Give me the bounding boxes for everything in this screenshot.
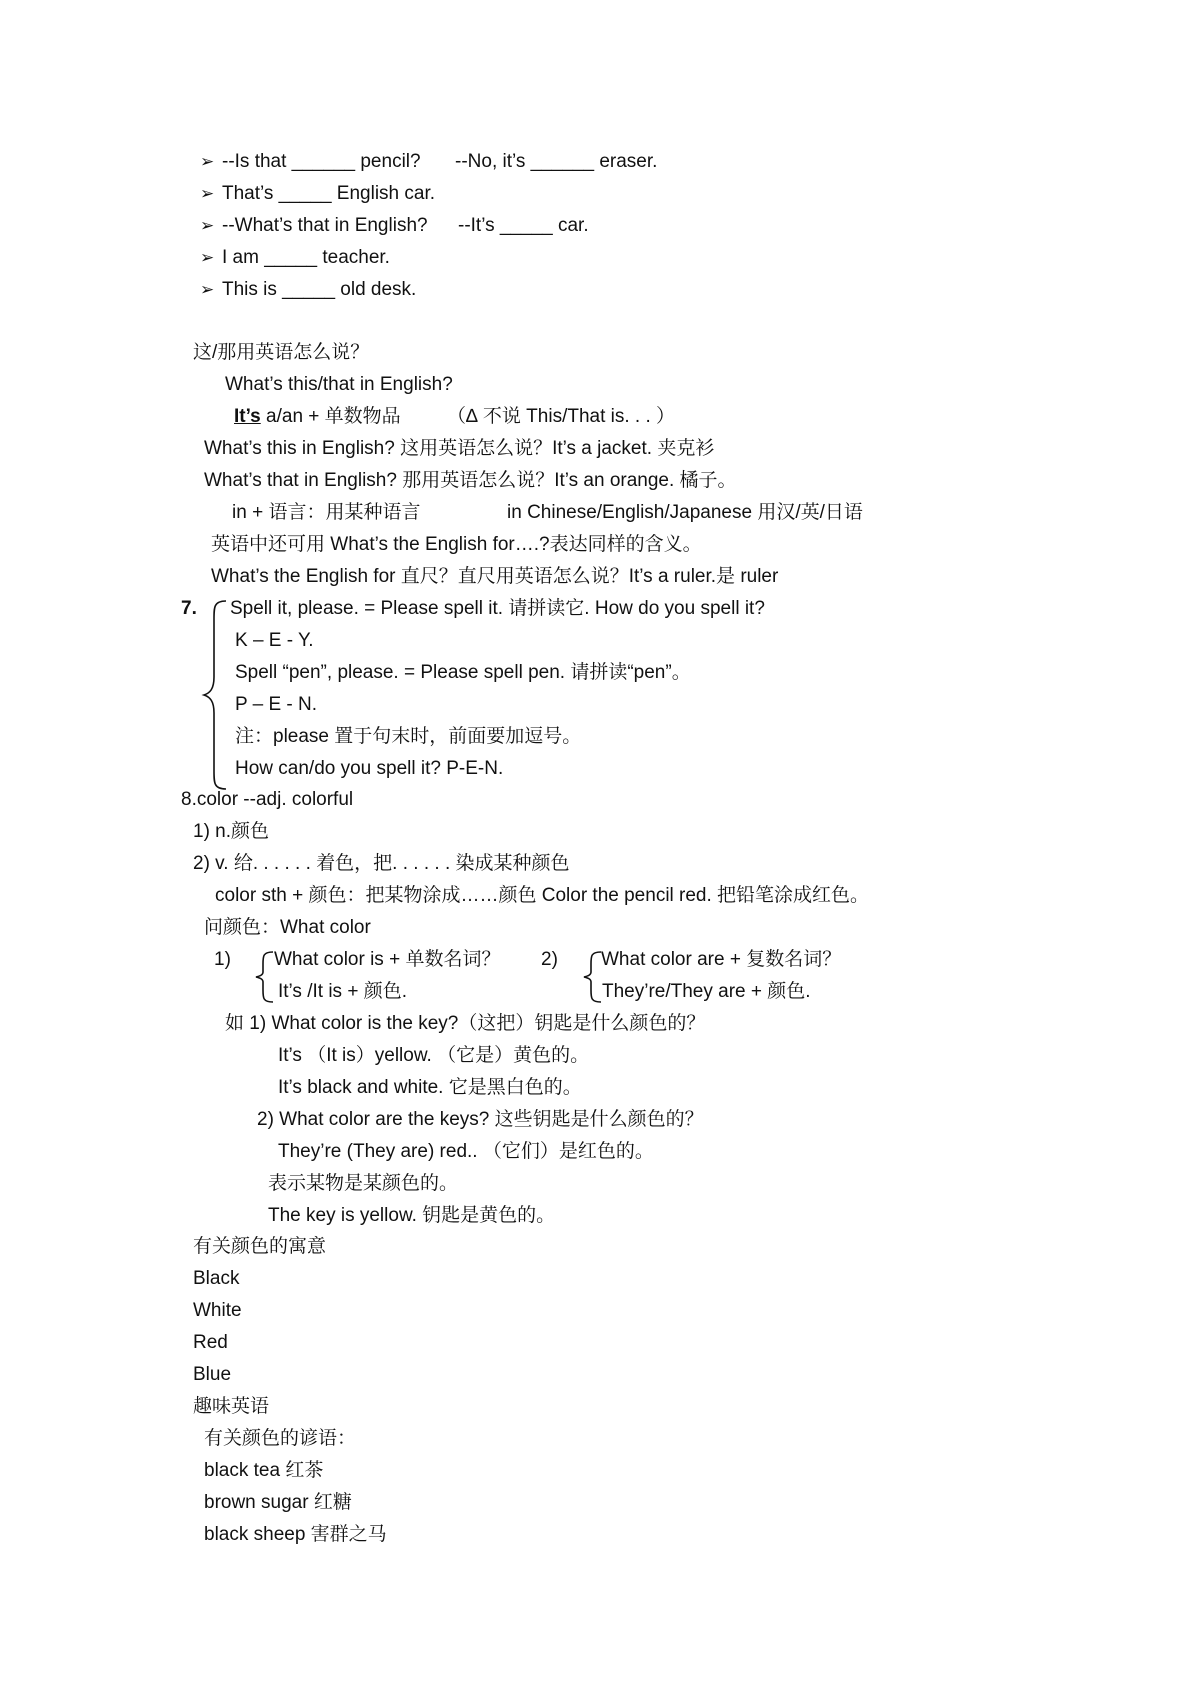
alternative-phrase: 英语中还可用 What’s the English for….?表达同样的含义。: [211, 534, 702, 555]
arrow-bullet-icon: ➢: [200, 152, 215, 171]
ask-color: 问颜色：What color: [204, 917, 371, 938]
spell-line-4: P – E - N.: [235, 694, 318, 715]
meanings-title: 有关颜色的寓意: [193, 1236, 327, 1257]
arrow-bullet-icon: ➢: [200, 280, 215, 299]
exercise-1: [200, 150, 658, 174]
color-example-2: 2) What color are the keys? 这些钥匙是什么颜色的？: [257, 1109, 704, 1130]
alternative-example: What’s the English for 直尺？直尺用英语怎么说？It’s a ruler.是 ruler: [211, 566, 779, 587]
exercise-question: That’s _____ English car.: [222, 183, 436, 204]
exercise-question: --What’s that in English?: [222, 215, 428, 236]
fun-item: black sheep 害群之马: [204, 1524, 387, 1545]
exercise-5: [200, 278, 416, 302]
spell-line-5: 注：please 置于句末时，前面要加逗号。: [235, 726, 582, 747]
spell-line-1: Spell it, please. = Please spell it. 请拼读它. How do you spell it?: [230, 598, 765, 619]
exercise-answer: --No, it’s ______ eraser.: [455, 151, 658, 172]
section-title: 这/那用英语怎么说？: [193, 342, 370, 363]
arrow-bullet-icon: ➢: [200, 216, 215, 235]
answer-pattern-rest: a/an + 单数物品: [260, 406, 401, 427]
express-color: 表示某物是某颜色的。: [268, 1173, 459, 1194]
spell-line-6: How can/do you spell it? P-E-N.: [235, 758, 504, 779]
its-underlined: It’s: [234, 406, 261, 427]
fun-title: 趣味英语: [193, 1396, 270, 1417]
exercise-3: [200, 214, 589, 238]
exercise-question: This is _____ old desk.: [222, 279, 417, 300]
exercise-question: --Is that ______ pencil?: [222, 151, 421, 172]
in-language: in + 语言：用某种语言: [232, 502, 421, 523]
exercise-2: [200, 182, 435, 206]
fun-item: black tea 红茶: [204, 1460, 324, 1481]
color-example-2a: They’re (They are) red.. （它们）是红色的。: [278, 1141, 654, 1162]
answer-pattern: [234, 405, 676, 429]
brace-7: [200, 597, 230, 793]
fun-item: brown sugar 红糖: [204, 1492, 352, 1513]
color-word: Blue: [193, 1364, 232, 1385]
pattern-note: （∆ 不说 This/That is. . . ）: [447, 406, 676, 427]
color-word: Red: [193, 1332, 228, 1353]
color-example-1a: It’s （It is）yellow. （它是）黄色的。: [278, 1045, 590, 1066]
spell-line-3: Spell “pen”, please. = Please spell pen. 请拼读“pen”。: [235, 662, 691, 683]
color-usage: color sth + 颜色：把某物涂成……颜色 Color the pencil red. 把铅笔涂成红色。: [215, 885, 870, 906]
exercise-4: [200, 246, 390, 270]
example-that: What’s that in English? 那用英语怎么说？It’s an orange. 橘子。: [204, 470, 737, 491]
pattern-2-number: 2): [541, 949, 558, 970]
spell-line-2: K – E - Y.: [235, 630, 314, 651]
in-language-examples: in Chinese/English/Japanese 用汉/英/日语: [507, 502, 863, 523]
pattern-line: What’s this/that in English?: [225, 374, 453, 395]
section-7-number: 7.: [181, 598, 197, 619]
color-verb: 2) v. 给. . . . . . 着色，把. . . . . . 染成某种颜色: [193, 853, 570, 874]
color-noun: 1) n.颜色: [193, 821, 270, 842]
color-word: Black: [193, 1268, 240, 1289]
pattern-2-question: What color are + 复数名词？: [601, 949, 842, 970]
exercise-question: I am _____ teacher.: [222, 247, 390, 268]
section-8-head: 8.color --adj. colorful: [181, 789, 354, 810]
color-example-1: 如 1) What color is the key?（这把）钥匙是什么颜色的？: [225, 1013, 706, 1034]
express-color-example: The key is yellow. 钥匙是黄色的。: [268, 1205, 556, 1226]
example-this: What’s this in English? 这用英语怎么说？It’s a jacket. 夹克衫: [204, 438, 715, 459]
exercise-answer: --It’s _____ car.: [458, 215, 589, 236]
pattern-1-number: 1): [214, 949, 231, 970]
fun-subtitle: 有关颜色的谚语：: [204, 1428, 357, 1449]
pattern-1-answer: It’s /It is + 颜色.: [278, 981, 407, 1002]
pattern-2-answer: They’re/They are + 颜色.: [602, 981, 811, 1002]
arrow-bullet-icon: ➢: [200, 248, 215, 267]
arrow-bullet-icon: ➢: [200, 184, 215, 203]
color-example-1b: It’s black and white. 它是黑白色的。: [278, 1077, 582, 1098]
pattern-1-question: What color is + 单数名词？: [274, 949, 501, 970]
color-word: White: [193, 1300, 242, 1321]
